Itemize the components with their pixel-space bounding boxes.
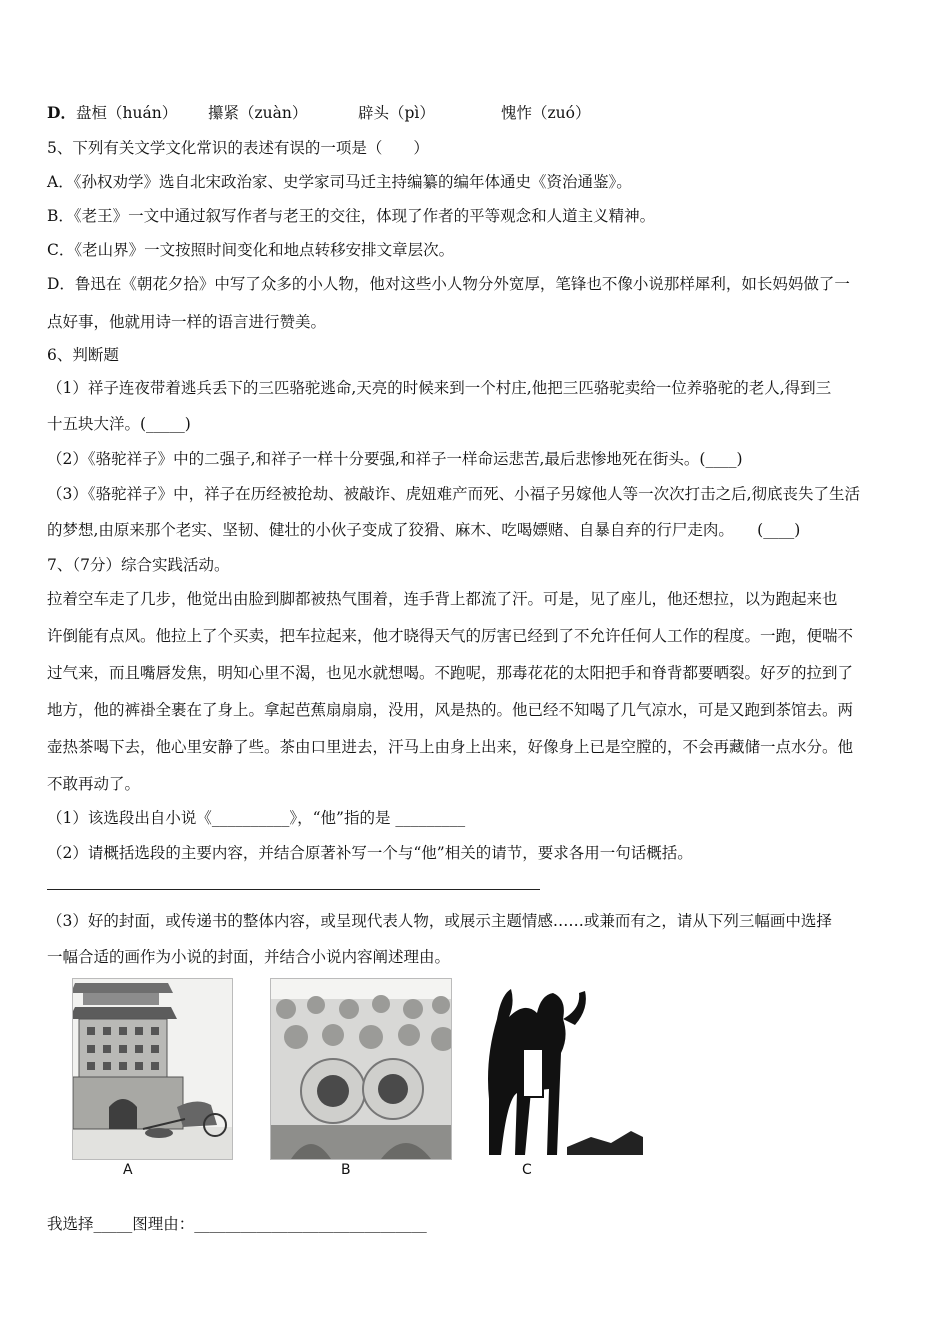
q5-stem: 5、下列有关文学文化常识的表述有误的一项是（ ）: [47, 139, 429, 157]
picture-b-sunflowers: [270, 978, 452, 1160]
q6-stem: 6、判断题: [47, 346, 119, 364]
option-item: 盘桓（huán）: [76, 104, 178, 122]
option-item: 愧怍（zuó）: [501, 104, 591, 122]
option-item: 辟头（pì）: [358, 104, 435, 122]
q7-passage-line: 地方，他的裤褂全裹在了身上。拿起芭蕉扇扇扇，没用，风是热的。他已经不知喝了几气凉水，可是又跑到茶馆去。两: [47, 701, 854, 719]
picture-caption-c: C: [522, 1162, 532, 1178]
picture-a-city-gate: [72, 978, 233, 1160]
picture-c-camel: [470, 978, 644, 1160]
answer-choice-line: 我选择_____图理由：______________________________: [47, 1215, 427, 1233]
q7-sub-question-3: （3）好的封面，或传递书的整体内容，或呈现代表人物，或展示主题情感……或兼而有之，请从下列三幅画中选择: [47, 912, 832, 930]
q7-sub-question-3-cont: 一幅合适的画作为小说的封面，并结合小说内容阐述理由。: [47, 948, 451, 966]
q6-statement-3: （3）《骆驼祥子》中，祥子在历经被抢劫、被敲诈、虎妞难产而死、小福子另嫁他人等一次次打击之后,彻底丧失了生活: [47, 485, 861, 503]
q5-option-a: A．《孙权劝学》选自北宋政治家、史学家司马迁主持编纂的编年体通史《资治通鉴》。: [47, 173, 632, 191]
picture-caption-a: A: [123, 1162, 133, 1178]
q7-sub-question-1: （1）该选段出自小说《__________》，“他”指的是 _________: [47, 809, 466, 827]
q6-statement-2: （2）《骆驼祥子》中的二强子,和祥子一样十分要强,和祥子一样命运悲苦,最后悲惨地死在街头。(____): [47, 450, 743, 468]
q6-statement-1: （1）祥子连夜带着逃兵丢下的三匹骆驼逃命,天亮的时候来到一个村庄,他把三匹骆驼卖给一位养骆驼的老人,得到三: [47, 379, 832, 397]
option-item: 攥紧（zuàn）: [208, 104, 308, 122]
q7-passage-line: 许倒能有点风。他拉上了个买卖，把车拉起来，他才晓得天气的厉害已经到了不允许任何人工作的程度。一跑，便喘不: [47, 627, 854, 645]
q5-option-b: B．《老王》一文中通过叙写作者与老王的交往，体现了作者的平等观念和人道主义精神。: [47, 207, 656, 225]
q5-option-d: D．鲁迅在《朝花夕拾》中写了众多的小人物，他对这些小人物分外宽厚，笔锋也不像小说那样犀利，如长妈妈做了一: [47, 275, 850, 293]
picture-caption-b: B: [341, 1162, 351, 1178]
q6-statement-3-cont: 的梦想,由原来那个老实、坚韧、健壮的小伙子变成了狡猾、麻木、吃喝嫖赌、自暴自弃的行尸走肉。 (____): [47, 521, 801, 539]
q5-option-c: C．《老山界》一文按照时间变化和地点转移安排文章层次。: [47, 241, 455, 259]
option-label: D．: [47, 103, 76, 122]
q7-passage-line: 过气来，而且嘴唇发焦，明知心里不渴，也见水就想喝。不跑呢，那毒花花的太阳把手和脊背都要晒裂。好歹的拉到了: [47, 664, 854, 682]
q7-stem: 7、（7分）综合实践活动。: [47, 556, 230, 574]
q6-statement-1-cont: 十五块大洋。(_____): [47, 415, 191, 433]
q7-sub-question-2: （2）请概括选段的主要内容，并结合原著补写一个与“他”相关的请节，要求各用一句话概括。: [47, 844, 693, 862]
answer-line: [47, 889, 540, 890]
q7-passage-line: 壶热茶喝下去，他心里安静了些。茶由口里进去，汗马上由身上出来，好像身上已是空膛的，不会再藏储一点水分。他: [47, 738, 854, 756]
q7-passage-line: 拉着空车走了几步，他觉出由脸到脚都被热气围着，连手背上都流了汗。可是，见了座儿，他还想拉，以为跑起来也: [47, 590, 838, 608]
q5-option-d-cont: 点好事，他就用诗一样的语言进行赞美。: [47, 313, 327, 331]
q7-passage-line: 不敢再动了。: [47, 775, 141, 793]
